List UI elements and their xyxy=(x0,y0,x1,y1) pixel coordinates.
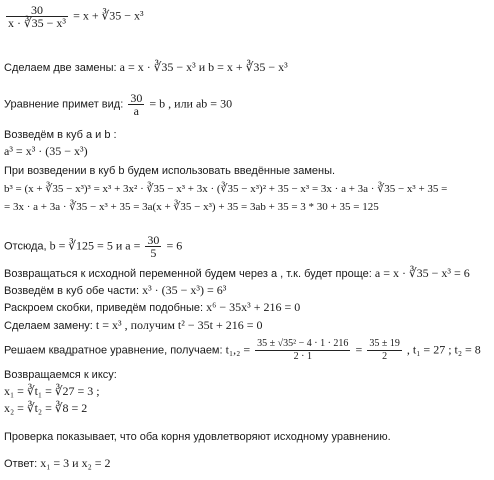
equation-rhs: = x + ∛35 − x³ xyxy=(73,8,144,23)
fraction-denominator: 2 · 1 xyxy=(293,351,312,362)
return-variable-text: Возвращаться к исходной переменной будем через a , т.к. будет проще: xyxy=(4,268,372,280)
result-fraction xyxy=(145,234,161,259)
back-to-x-heading: Возвращаемся к иксу: xyxy=(4,369,117,381)
new-equation-rest: = b , или ab = 30 xyxy=(149,96,233,111)
fraction-denominator: 2 xyxy=(382,351,388,362)
a-cubed-line: a³ = x³ · (35 − x³) xyxy=(4,144,88,158)
original-equation xyxy=(4,4,144,29)
expand-text: Раскроем скобки, приведём подобные: xyxy=(4,302,204,314)
substitution-text: Сделаем две замены: xyxy=(4,62,117,74)
return-variable-math: a = x · ∛35 − x³ = 6 xyxy=(374,266,470,280)
fraction-denominator xyxy=(6,17,68,29)
cube-both-sides-text: Возведём в куб обе части: xyxy=(4,285,139,297)
answer-label: Ответ: xyxy=(4,458,38,470)
substitution-math: a = x · ∛35 − x³ и b = x + ∛35 − x³ xyxy=(119,60,288,74)
denominator-part: x · ∛ xyxy=(8,16,32,30)
verification-line: Проверка показывает, что оба корня удовлетворяют исходному уравнению. xyxy=(4,431,391,443)
new-equation-fraction xyxy=(128,92,144,117)
x2-line: x₂ = ∛t₂ = ∛8 = 2 xyxy=(4,401,88,415)
quadratic-text: Решаем квадратное уравнение, получаем: xyxy=(4,344,223,357)
fraction-numerator: 30 xyxy=(6,4,68,17)
fraction-denominator: a xyxy=(133,104,139,118)
replace-text: Сделаем замену: xyxy=(4,320,93,332)
substitution-line xyxy=(4,60,288,75)
quadratic-equals: = xyxy=(355,342,363,357)
x1-line: x₁ = ∛t₁ = ∛27 = 3 ; xyxy=(4,384,100,398)
fraction-denominator: 5 xyxy=(150,246,157,260)
b-cubed-line-1: b³ = (x + ∛35 − x³)³ = x³ + 3x² · ∛35 − x³ + 3x · (∛35 − x³)² + 35 − x³ = 3x · a + 3a · ∛35 − x³ + 35 = xyxy=(4,183,448,195)
return-variable-line xyxy=(4,266,470,281)
replace-line xyxy=(4,318,263,333)
b-cube-note: При возведении в куб b будем использовать введённые замены. xyxy=(4,165,336,177)
new-equation-line xyxy=(4,92,232,117)
new-equation-text: Уравнение примет вид: xyxy=(4,98,124,111)
replace-math: t = x³ , получим t² − 35t + 216 = 0 xyxy=(95,318,263,332)
answer-line xyxy=(4,456,111,471)
expand-line xyxy=(4,300,300,315)
answer-math: x₁ = 3 и x₂ = 2 xyxy=(40,456,111,470)
fraction-numerator: 30 xyxy=(147,233,160,247)
equation-fraction xyxy=(6,4,68,29)
result-text: Отсюда, xyxy=(4,240,47,253)
cube-both-sides-math: x³ · (35 − x³) = 6³ xyxy=(142,283,227,297)
quadratic-rest: , t₁ = 27 ; t₂ = 8 xyxy=(406,342,481,357)
fraction-numerator: 30 xyxy=(130,91,143,105)
result-math: b = ∛125 = 5 и a = xyxy=(49,238,141,253)
result-rest: = 6 xyxy=(166,238,183,253)
result-line xyxy=(4,234,182,259)
quadratic-line xyxy=(4,338,481,363)
denominator-radicand: 35 − x³ xyxy=(31,16,67,30)
b-cubed-line-2: = 3x · a + 3a · ∛35 − x³ + 35 = 3a(x + ∛35 − x³) + 35 = 3ab + 35 = 3 * 30 + 35 = 125 xyxy=(4,201,379,213)
fraction-numerator: 35 ± √35² − 4 · 1 · 216 xyxy=(257,338,349,349)
fraction-numerator: 35 ± 19 xyxy=(369,338,400,349)
cube-both-sides-line xyxy=(4,283,226,298)
quadratic-fraction-2 xyxy=(367,338,402,363)
cube-heading: Возведём в куб a и b : xyxy=(4,129,117,141)
quadratic-fraction-1 xyxy=(255,338,350,363)
quadratic-lhs: t₁,₂ = xyxy=(225,342,251,357)
expand-math: x⁶ − 35x³ + 216 = 0 xyxy=(206,300,301,314)
